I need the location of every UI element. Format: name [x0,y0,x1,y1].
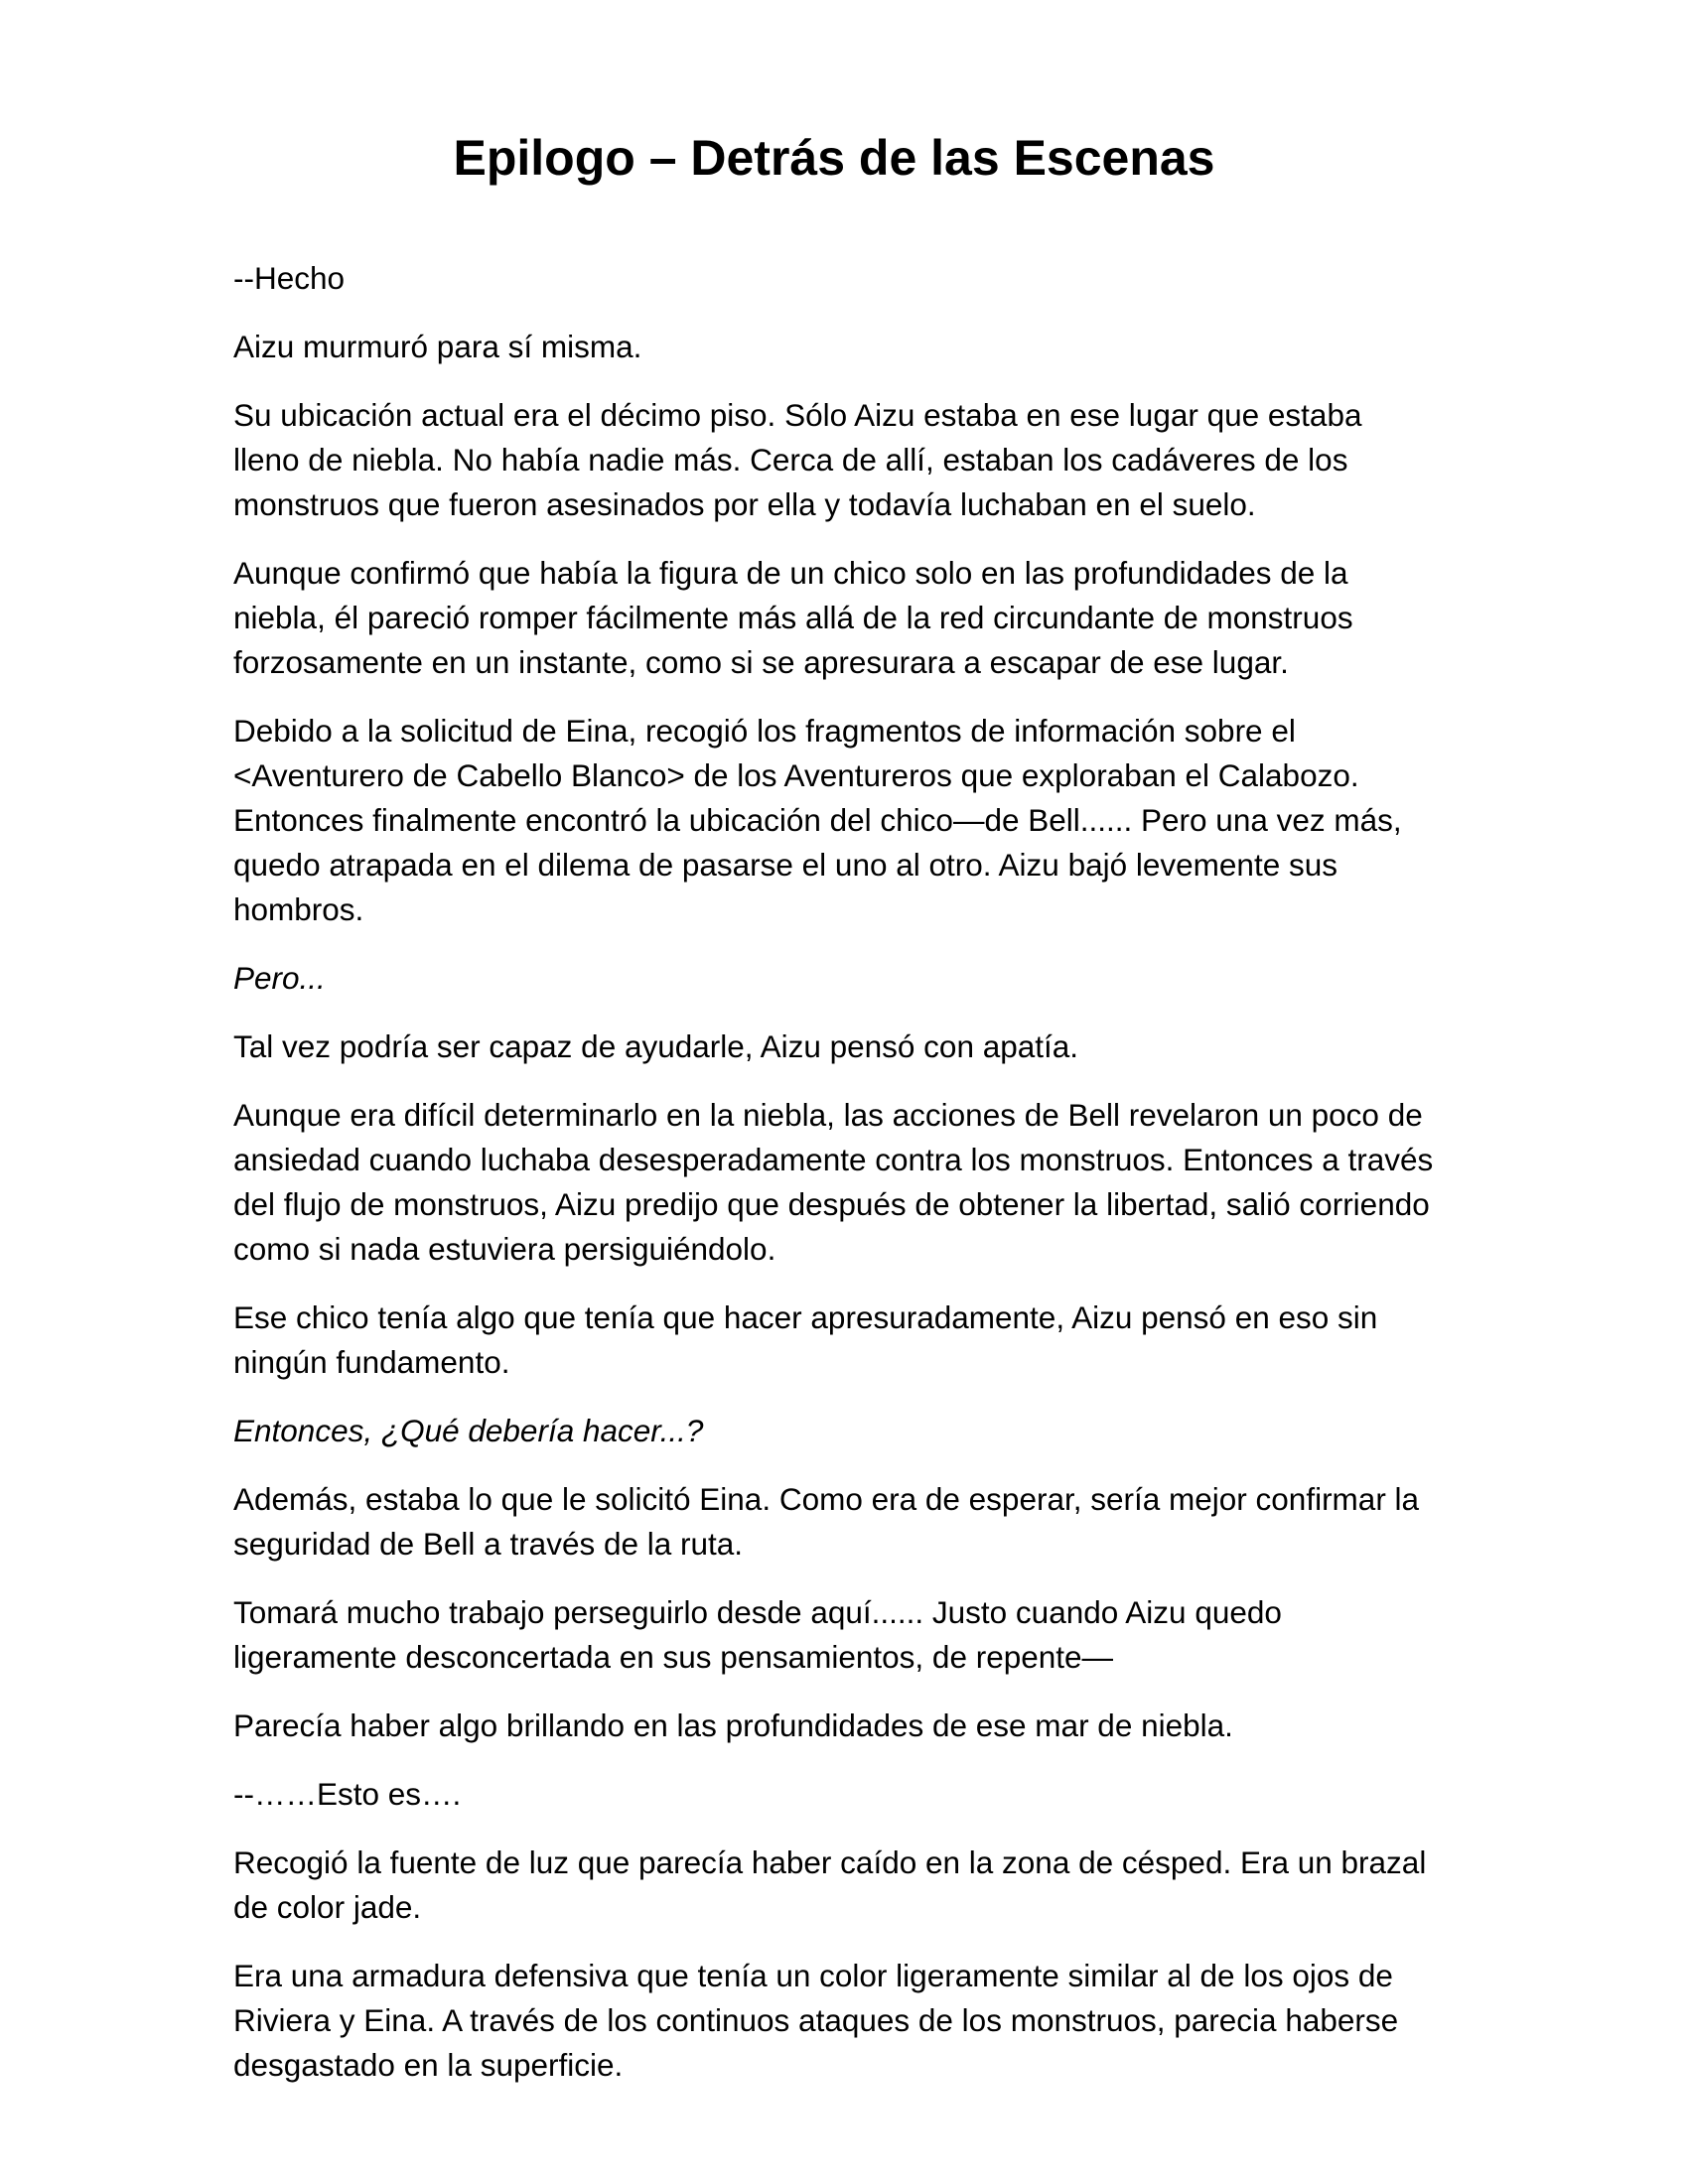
paragraph: Además, estaba lo que le solicitó Eina. Como era de esperar, sería mejor confirmar la seguridad de Bell a través de la ruta. [233,1481,1420,1562]
paragraph: Ese chico tenía algo que tenía que hacer apresuradamente, Aizu pensó en eso sin ningún fundamento. [233,1299,1378,1380]
paragraph: Tomará mucho trabajo perseguirlo desde aquí...... Justo cuando Aizu quedo ligeramente desconcertada en sus pensamientos, de repente— [233,1594,1282,1675]
paragraph: Aunque era difícil determinarlo en la niebla, las acciones de Bell revelaron un poco de ansiedad cuando luchaba desesperadamente contra los monstruos. Entonces a través del flujo de monstruos, Aizu predijo que después de obtener la libertad, salió corriendo como si nada estuviera persiguiéndolo. [233,1097,1434,1267]
paragraph: Recogió la fuente de luz que parecía haber caído en la zona de césped. Era un brazal de color jade. [233,1844,1427,1925]
paragraph: --……Esto es…. [233,1776,462,1812]
paragraph: Era una armadura defensiva que tenía un color ligeramente similar al de los ojos de Riviera y Eina. A través de los continuos ataques de los monstruos, parecia haberse desgastado en la superficie. [233,1958,1399,2083]
document-title: Epilogo – Detrás de las Escenas [453,130,1215,186]
paragraph: --Hecho [233,260,346,296]
paragraph: Tal vez podría ser capaz de ayudarle, Aizu pensó con apatía. [233,1028,1079,1064]
paragraph: Aunque confirmó que había la figura de un chico solo en las profundidades de la niebla, él pareció romper fácilmente más allá de la red circundante de monstruos forzosamente en un instante, como si se apresurara a escapar de ese lugar. [233,555,1353,680]
document-body [233,256,1435,2088]
paragraph: Debido a la solicitud de Eina, recogió los fragmentos de información sobre el <Aventurero de Cabello Blanco> de los Aventureros que exploraban el Calabozo. Entonces finalmente encontró la ubicación del chico—de Bell...... Pero una vez más, quedo atrapada en el dilema de pasarse el uno al otro. Aizu bajó levemente sus hombros. [233,713,1402,927]
paragraph: Parecía haber algo brillando en las profundidades de ese mar de niebla. [233,1707,1233,1743]
paragraph: Su ubicación actual era el décimo piso. Sólo Aizu estaba en ese lugar que estaba lleno de niebla. No había nadie más. Cerca de allí, estaban los cadáveres de los monstruos que fueron asesinados por ella y todavía luchaban en el suelo. [233,397,1362,522]
paragraph: Pero... [233,960,326,996]
paragraph: Aizu murmuró para sí misma. [233,329,642,364]
paragraph: Entonces, ¿Qué debería hacer...? [233,1413,704,1448]
